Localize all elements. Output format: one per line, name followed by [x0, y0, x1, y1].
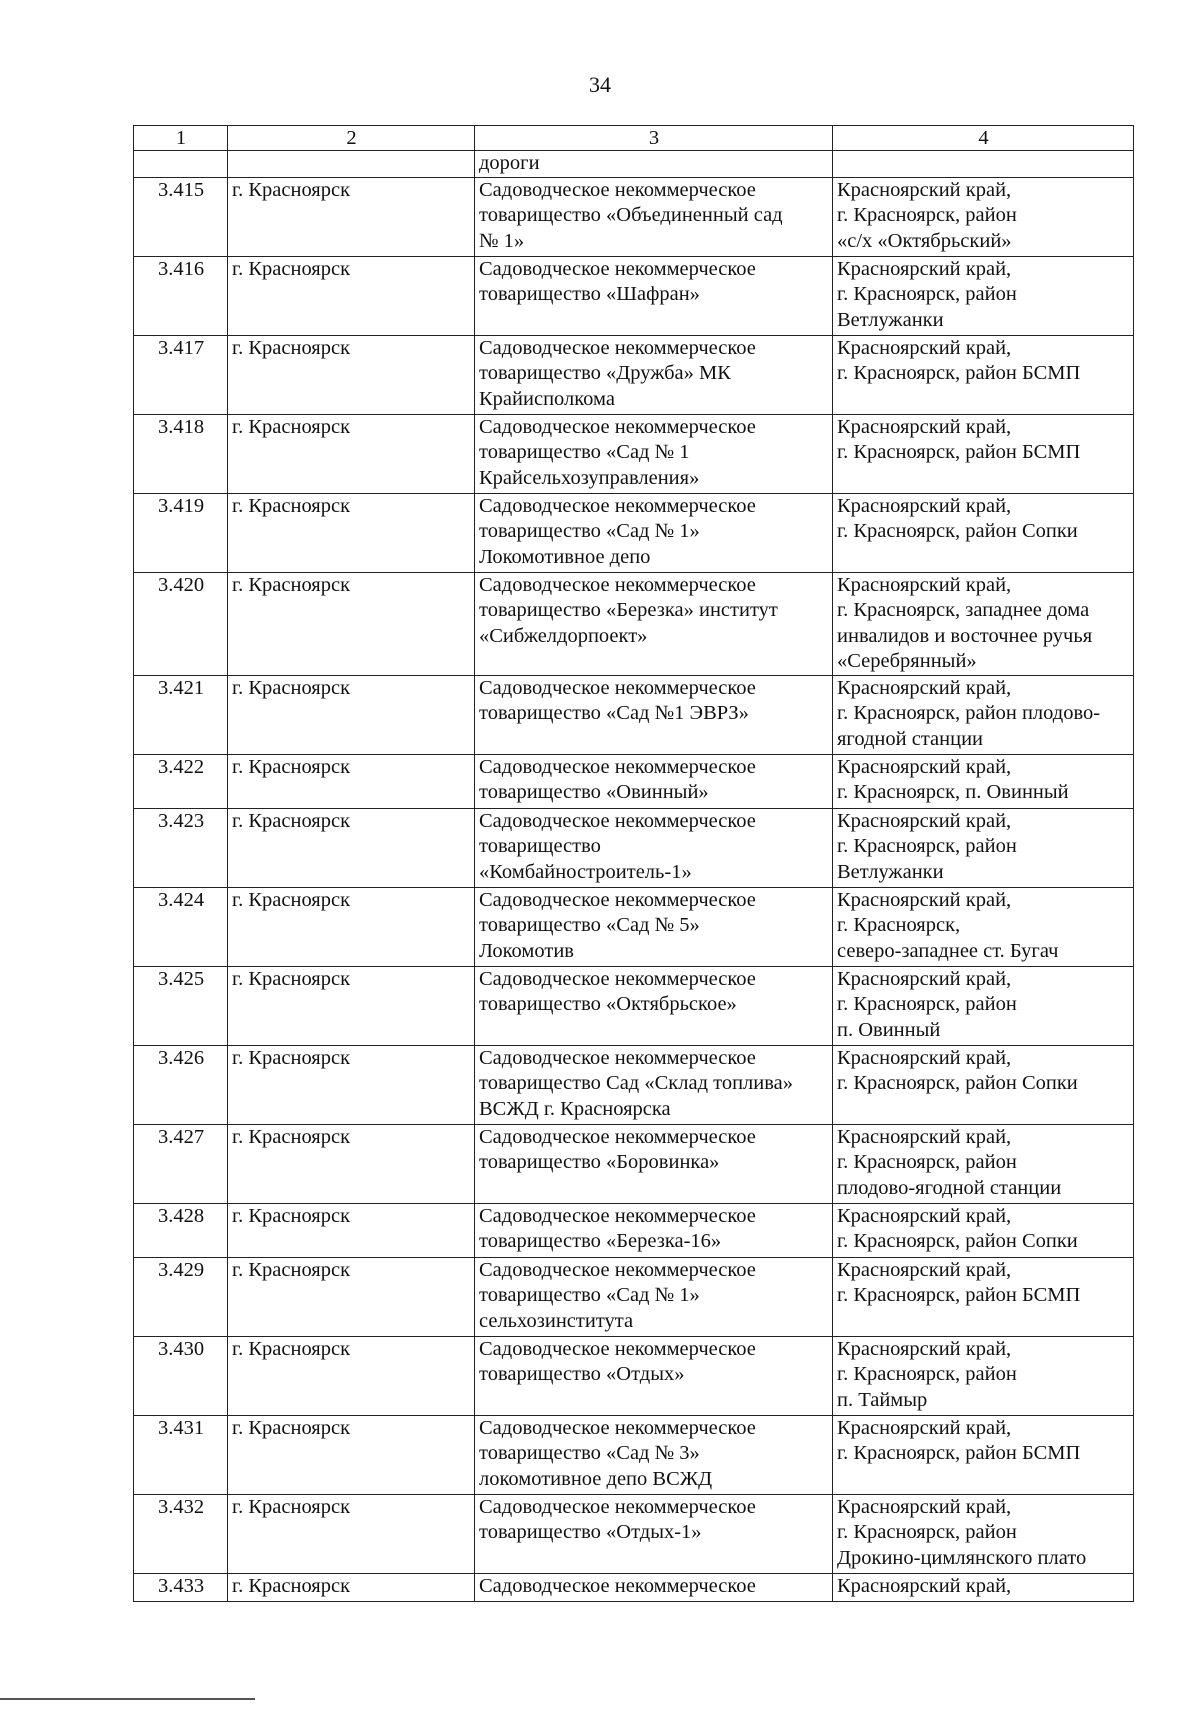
organization-name-cell: Садоводческое некоммерческое товарищество «Боровинка»: [475, 1124, 833, 1203]
row-number-cell: 3.423: [134, 808, 228, 887]
city-cell: г. Красноярск: [228, 1124, 475, 1203]
table-row: [134, 887, 1134, 966]
column-number-row: [134, 126, 1134, 151]
registry-body: [134, 151, 1134, 1602]
organization-name-cell: Садоводческое некоммерческое товарищество «Березка» институт «Сибжелдорпоект»: [475, 572, 833, 675]
row-number-cell: 3.415: [134, 177, 228, 256]
city-cell: г. Красноярск: [228, 1415, 475, 1494]
location-cell: Красноярский край, г. Красноярск, район Ветлужанки: [833, 256, 1134, 335]
organization-name-cell: Садоводческое некоммерческое товарищество «Дружба» МК Крайисполкома: [475, 335, 833, 414]
table-row: [134, 493, 1134, 572]
table-row: [134, 1203, 1134, 1257]
location-cell: Красноярский край, г. Красноярск, северо-западнее ст. Бугач: [833, 887, 1134, 966]
city-cell: г. Красноярск: [228, 1203, 475, 1257]
row-number-cell: 3.424: [134, 887, 228, 966]
city-cell: г. Красноярск: [228, 808, 475, 887]
location-cell: Красноярский край,: [833, 1573, 1134, 1601]
table-row: [134, 1257, 1134, 1336]
location-cell: Красноярский край, г. Красноярск, западнее дома инвалидов и восточнее ручья «Серебрянный»: [833, 572, 1134, 675]
city-cell: г. Красноярск: [228, 887, 475, 966]
location-cell: Красноярский край, г. Красноярск, район Сопки: [833, 493, 1134, 572]
organization-name-cell: Садоводческое некоммерческое товарищество «Комбайностроитель-1»: [475, 808, 833, 887]
row-number-cell: 3.416: [134, 256, 228, 335]
table-row: [134, 808, 1134, 887]
city-cell: г. Красноярск: [228, 1336, 475, 1415]
organization-name-cell: Садоводческое некоммерческое товарищество «Отдых-1»: [475, 1494, 833, 1573]
table-row: [134, 177, 1134, 256]
table-row: [134, 1573, 1134, 1601]
row-number-cell: 3.418: [134, 414, 228, 493]
city-cell: г. Красноярск: [228, 754, 475, 808]
organization-name-cell: Садоводческое некоммерческое товарищество Сад «Склад топлива» ВСЖД г. Красноярска: [475, 1045, 833, 1124]
location-cell: [833, 151, 1134, 178]
row-number-cell: 3.429: [134, 1257, 228, 1336]
table-row: [134, 1415, 1134, 1494]
location-cell: Красноярский край, г. Красноярск, район п. Таймыр: [833, 1336, 1134, 1415]
organization-name-cell: Садоводческое некоммерческое товарищество «Сад № 5» Локомотив: [475, 887, 833, 966]
table-row: [134, 675, 1134, 754]
page-number: 34: [589, 72, 611, 97]
table-row: [134, 335, 1134, 414]
table-row: [134, 151, 1134, 178]
city-cell: г. Красноярск: [228, 1573, 475, 1601]
organization-name-cell: Садоводческое некоммерческое товарищество «Сад № 1» Локомотивное депо: [475, 493, 833, 572]
row-number-cell: 3.433: [134, 1573, 228, 1601]
city-cell: г. Красноярск: [228, 1494, 475, 1573]
organization-name-cell: Садоводческое некоммерческое товарищество «Сад № 1 Крайсельхозуправления»: [475, 414, 833, 493]
location-cell: Красноярский край, г. Красноярск, район Сопки: [833, 1203, 1134, 1257]
location-cell: Красноярский край, г. Красноярск, район п. Овинный: [833, 966, 1134, 1045]
location-cell: Красноярский край, г. Красноярск, район БСМП: [833, 1415, 1134, 1494]
row-number-cell: 3.420: [134, 572, 228, 675]
city-cell: г. Красноярск: [228, 572, 475, 675]
table-row: [134, 754, 1134, 808]
location-cell: Красноярский край, г. Красноярск, район «с/х «Октябрьский»: [833, 177, 1134, 256]
table-row: [134, 1336, 1134, 1415]
row-number-cell: 3.427: [134, 1124, 228, 1203]
location-cell: Красноярский край, г. Красноярск, район Дрокино-цимлянского плато: [833, 1494, 1134, 1573]
table-row: [134, 256, 1134, 335]
table-row: [134, 572, 1134, 675]
row-number-cell: 3.432: [134, 1494, 228, 1573]
city-cell: [228, 151, 475, 178]
organization-name-cell: Садоводческое некоммерческое товарищество «Октябрьское»: [475, 966, 833, 1045]
row-number-cell: 3.426: [134, 1045, 228, 1124]
organization-name-cell: дороги: [475, 151, 833, 178]
table-row: [134, 966, 1134, 1045]
table-row: [134, 1494, 1134, 1573]
city-cell: г. Красноярск: [228, 256, 475, 335]
table-row: [134, 414, 1134, 493]
location-cell: Красноярский край, г. Красноярск, район БСМП: [833, 1257, 1134, 1336]
city-cell: г. Красноярск: [228, 1045, 475, 1124]
organization-name-cell: Садоводческое некоммерческое: [475, 1573, 833, 1601]
city-cell: г. Красноярск: [228, 414, 475, 493]
city-cell: г. Красноярск: [228, 1257, 475, 1336]
organization-name-cell: Садоводческое некоммерческое товарищество «Отдых»: [475, 1336, 833, 1415]
location-cell: Красноярский край, г. Красноярск, район плодово-ягодной станции: [833, 1124, 1134, 1203]
city-cell: г. Красноярск: [228, 675, 475, 754]
column-number-1: 1: [134, 126, 228, 151]
row-number-cell: 3.430: [134, 1336, 228, 1415]
scan-edge-mark: [0, 1698, 255, 1700]
city-cell: г. Красноярск: [228, 335, 475, 414]
organization-name-cell: Садоводческое некоммерческое товарищество «Сад № 3» локомотивное депо ВСЖД: [475, 1415, 833, 1494]
row-number-cell: 3.419: [134, 493, 228, 572]
organization-name-cell: Садоводческое некоммерческое товарищество «Березка-16»: [475, 1203, 833, 1257]
location-cell: Красноярский край, г. Красноярск, п. Овинный: [833, 754, 1134, 808]
registry-table: [133, 125, 1134, 1602]
row-number-cell: 3.417: [134, 335, 228, 414]
row-number-cell: 3.428: [134, 1203, 228, 1257]
table-row: [134, 1124, 1134, 1203]
table-row: [134, 1045, 1134, 1124]
location-cell: Красноярский край, г. Красноярск, район Ветлужанки: [833, 808, 1134, 887]
organization-name-cell: Садоводческое некоммерческое товарищество «Сад № 1» сельхозинститута: [475, 1257, 833, 1336]
city-cell: г. Красноярск: [228, 966, 475, 1045]
organization-name-cell: Садоводческое некоммерческое товарищество «Сад №1 ЭВРЗ»: [475, 675, 833, 754]
location-cell: Красноярский край, г. Красноярск, район плодово- ягодной станции: [833, 675, 1134, 754]
column-number-3: 3: [475, 126, 833, 151]
row-number-cell: 3.422: [134, 754, 228, 808]
organization-name-cell: Садоводческое некоммерческое товарищество «Шафран»: [475, 256, 833, 335]
row-number-cell: [134, 151, 228, 178]
location-cell: Красноярский край, г. Красноярск, район БСМП: [833, 335, 1134, 414]
location-cell: Красноярский край, г. Красноярск, район Сопки: [833, 1045, 1134, 1124]
column-number-2: 2: [228, 126, 475, 151]
row-number-cell: 3.431: [134, 1415, 228, 1494]
column-number-4: 4: [833, 126, 1134, 151]
row-number-cell: 3.421: [134, 675, 228, 754]
city-cell: г. Красноярск: [228, 493, 475, 572]
city-cell: г. Красноярск: [228, 177, 475, 256]
organization-name-cell: Садоводческое некоммерческое товарищество «Овинный»: [475, 754, 833, 808]
row-number-cell: 3.425: [134, 966, 228, 1045]
location-cell: Красноярский край, г. Красноярск, район БСМП: [833, 414, 1134, 493]
organization-name-cell: Садоводческое некоммерческое товарищество «Объединенный сад № 1»: [475, 177, 833, 256]
